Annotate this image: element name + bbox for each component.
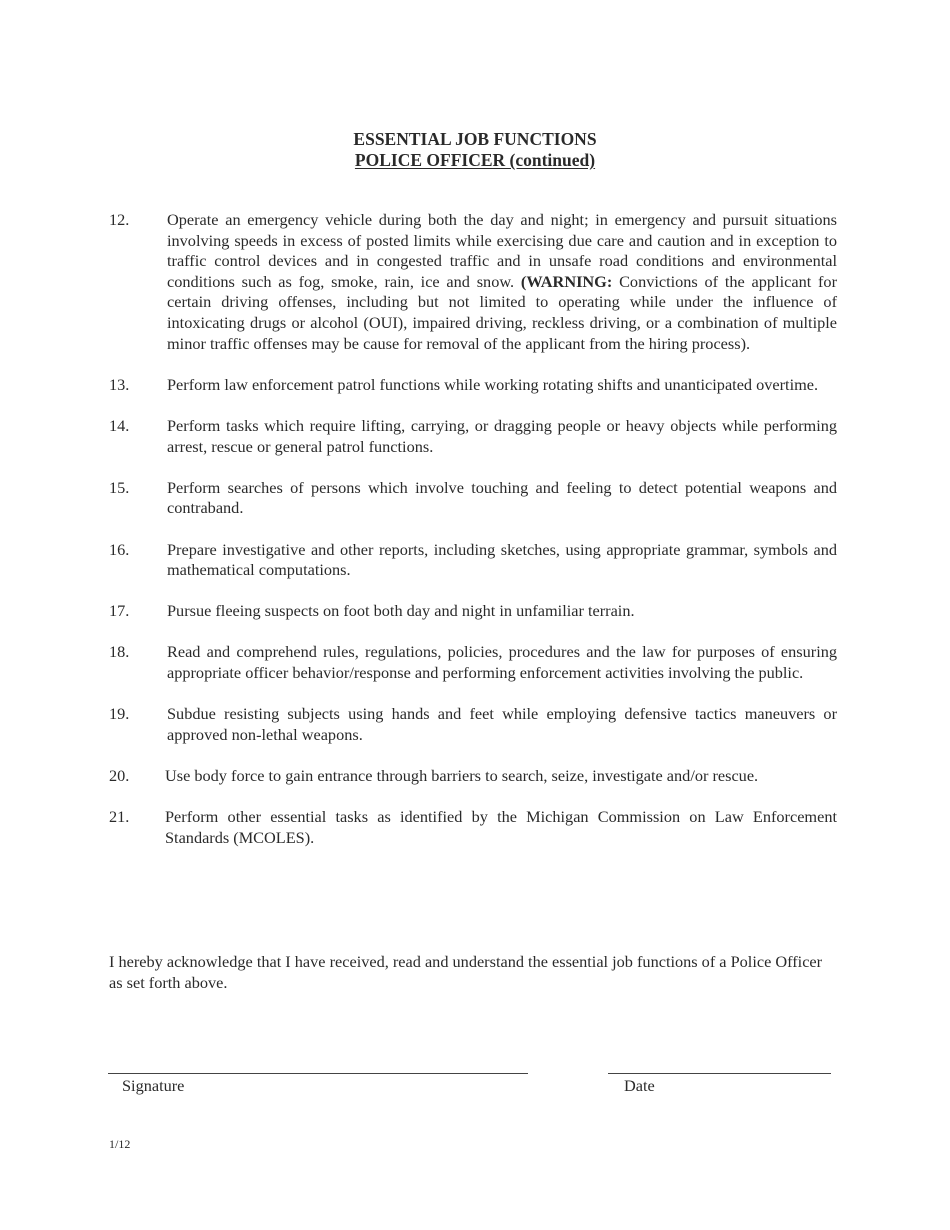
warning-label: (WARNING: xyxy=(520,271,613,291)
list-item xyxy=(109,375,837,396)
item-number: 14. xyxy=(109,415,130,435)
title-block xyxy=(0,129,950,171)
date-line[interactable] xyxy=(608,1073,831,1074)
list-item xyxy=(109,704,837,745)
item-text: Perform other essential tasks as identified by the Michigan Commission on Law Enforcement Standards (MCOLES). xyxy=(165,807,837,847)
signature-label: Signature xyxy=(122,1076,185,1095)
item-text: Use body force to gain entrance through barriers to search, seize, investigate and/or rescue. xyxy=(165,766,759,786)
item-text xyxy=(167,210,837,354)
item-number: 19. xyxy=(109,704,130,724)
list-item xyxy=(109,766,837,787)
page-title: ESSENTIAL JOB FUNCTIONS xyxy=(353,129,597,149)
acknowledgement-text: I hereby acknowledge that I have received, read and understand the essential job functions of a Police Officer as set forth above. xyxy=(109,952,823,992)
item-number: 17. xyxy=(109,601,130,621)
item-number: 15. xyxy=(109,477,130,497)
list-item xyxy=(109,416,837,457)
footer-revision-code: 1/12 xyxy=(109,1137,131,1151)
item-number: 16. xyxy=(109,539,130,559)
item-number: 21. xyxy=(109,807,130,827)
item-text: Pursue fleeing suspects on foot both day and night in unfamiliar terrain. xyxy=(167,601,635,621)
item-number: 13. xyxy=(109,374,130,394)
item-text: Perform searches of persons which involve touching and feeling to detect potential weapons and contraband. xyxy=(167,477,837,518)
item-text: Prepare investigative and other reports, including sketches, using appropriate grammar, symbols and mathematical computations. xyxy=(167,539,837,580)
item-text: Read and comprehend rules, regulations, policies, procedures and the law for purposes of ensuring appropriate officer behavior/response and performing enforcement activities involving the public. xyxy=(167,642,837,683)
item-text: Perform tasks which require lifting, carrying, or dragging people or heavy objects while performing arrest, rescue or general patrol functions. xyxy=(167,415,837,456)
list-item xyxy=(109,540,837,581)
list-item xyxy=(109,807,837,848)
list-item xyxy=(109,478,837,519)
job-functions-list xyxy=(109,210,837,869)
item-text: Perform law enforcement patrol functions while working rotating shifts and unanticipated overtime. xyxy=(167,374,819,394)
list-item xyxy=(109,601,837,622)
warning-text: Convictions of the applicant for certain driving offenses, including but not limited to operating while under the influence of intoxicating drugs or alcohol (OUI), impaired driving, reckless driving, or a combination of multiple minor traffic offenses may be cause for removal of the applicant from the hiring process). xyxy=(167,271,837,353)
page-subtitle: POLICE OFFICER (continued) xyxy=(354,150,596,170)
item-number: 20. xyxy=(109,766,130,786)
item-text-main: Operate an emergency vehicle during both the day and night; in emergency and pursuit situations involving speeds in excess of posted limits while exercising due care and caution and in exception to traffic control devices and in congested traffic and in unsafe road conditions and environmental conditions such as fog, smoke, rain, ice and snow. xyxy=(167,210,837,291)
date-label: Date xyxy=(624,1076,655,1095)
list-item xyxy=(109,210,837,354)
item-number: 12. xyxy=(109,210,130,229)
list-item xyxy=(109,642,837,683)
item-text: Subdue resisting subjects using hands and feet while employing defensive tactics maneuvers or approved non-lethal weapons. xyxy=(167,704,837,744)
item-number: 18. xyxy=(109,642,130,662)
signature-line[interactable] xyxy=(108,1073,528,1074)
